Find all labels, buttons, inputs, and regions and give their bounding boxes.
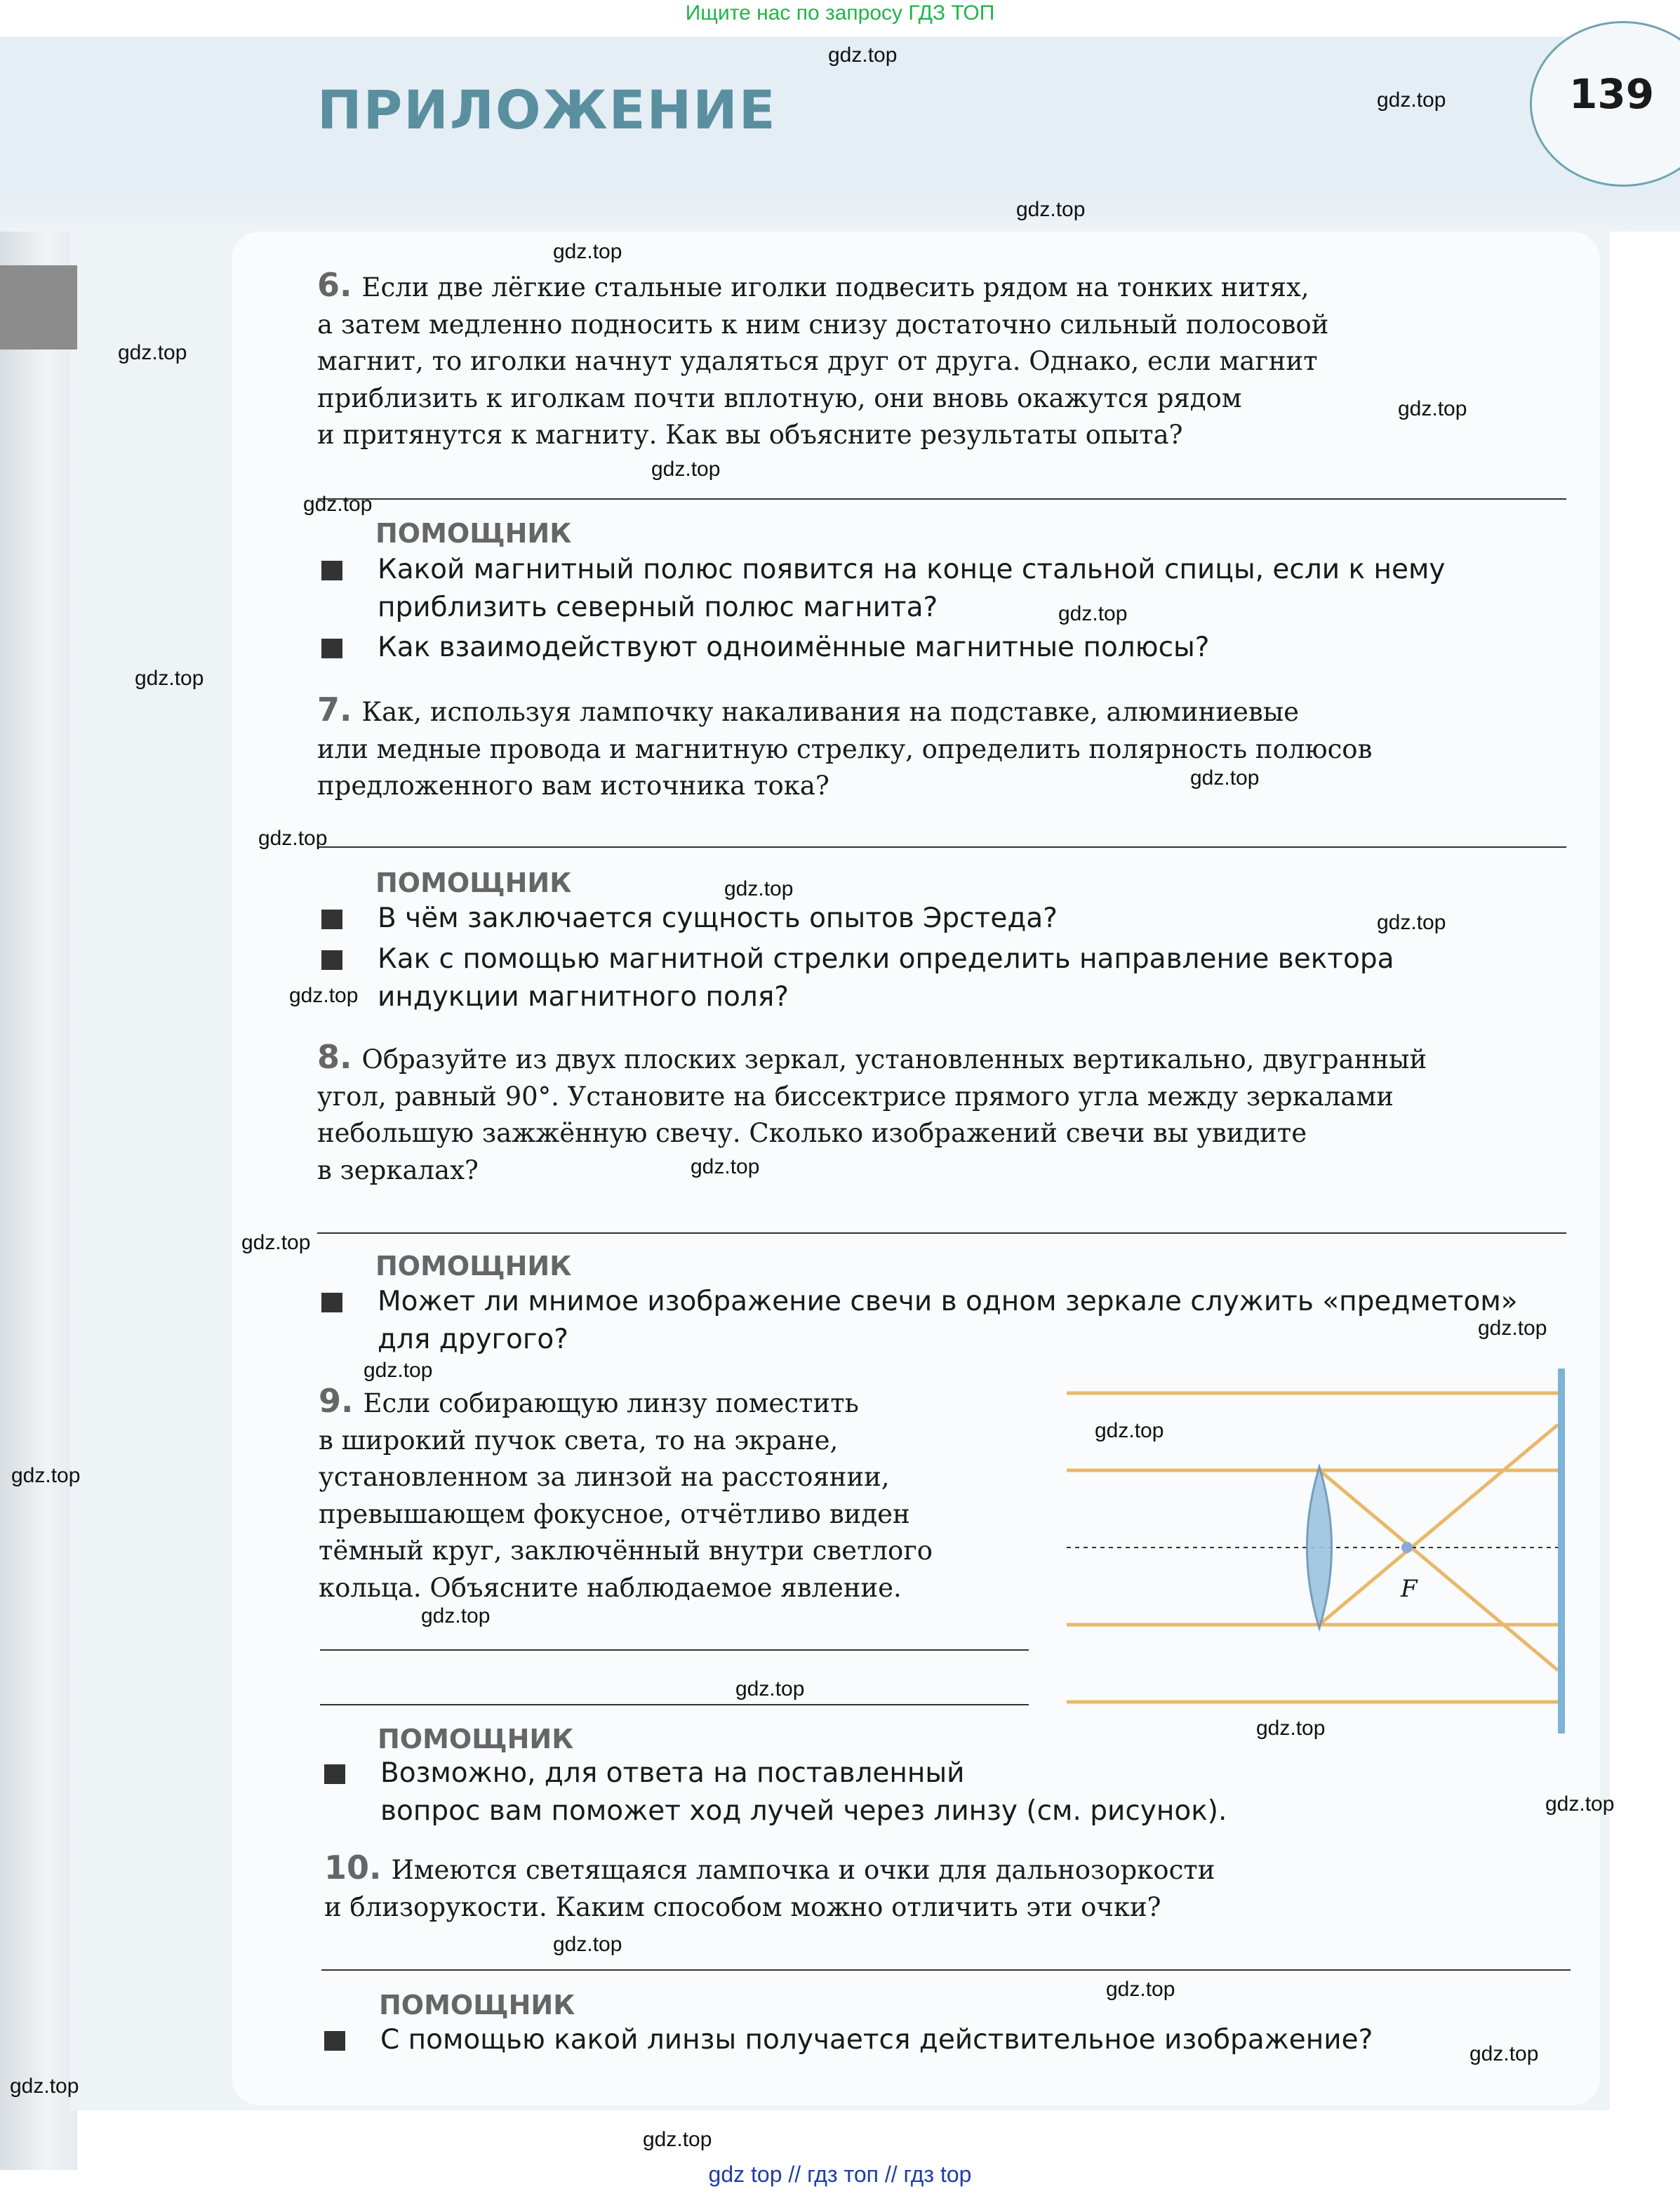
question-number: 9. (319, 1382, 354, 1420)
ray (1319, 1470, 1558, 1670)
page-number: 139 (1569, 70, 1655, 118)
watermark: gdz.top (258, 827, 328, 850)
question-7: 7. Как, используя лампочку накаливания на подставке, алюминиевые или медные провода и магнитную стрелку, определить полярность полюсов предложенного вам источника тока? (317, 691, 1373, 801)
watermark: gdz.top (1478, 1317, 1547, 1340)
helper-label: ПОМОЩНИК (375, 1251, 572, 1282)
watermark: gdz.top (553, 240, 622, 263)
margin-tab (0, 265, 77, 350)
question-6: 6. Если две лёгкие стальные иголки подвесить рядом на тонких нитях, а затем медленно подносить к ним снизу достаточно сильный полосовой магнит, то иголки начнут удаляться друг от друга. Однако, если магнит приблизить к иголкам почти вплотную, они вновь окажутся рядом и притянутся к магниту. Как вы объясните результаты опыта? (317, 266, 1329, 450)
watermark: gdz.top (364, 1359, 433, 1382)
watermark: gdz.top (10, 2075, 79, 2098)
watermark: gdz.top (724, 877, 794, 900)
answer-line[interactable] (317, 846, 1566, 848)
bottom-links[interactable]: gdz top // гдз топ // гдз top (708, 2162, 972, 2187)
watermark: gdz.top (1190, 766, 1260, 790)
watermark: gdz.top (421, 1604, 491, 1628)
watermark: gdz.top (735, 1677, 805, 1700)
watermark: gdz.top (1058, 602, 1128, 625)
bullet-square-icon (321, 561, 342, 580)
question-number: 8. (317, 1038, 352, 1076)
hint-item: Как взаимодействуют одноимённые магнитные полюсы? (321, 629, 1210, 667)
watermark: gdz.top (118, 341, 187, 364)
watermark: gdz.top (1545, 1792, 1615, 1816)
bullet-square-icon (321, 1293, 342, 1312)
watermark: gdz.top (1469, 2042, 1539, 2065)
watermark: gdz.top (289, 984, 359, 1007)
answer-line[interactable] (317, 1232, 1566, 1234)
header-band-fade (0, 189, 1680, 232)
helper-label: ПОМОЩНИК (379, 1990, 575, 2021)
question-number: 7. (317, 691, 352, 728)
bullet-square-icon (321, 639, 342, 658)
watermark: gdz.top (1256, 1717, 1326, 1740)
bullet-square-icon (321, 910, 342, 929)
hint-item: Какой магнитный полюс появится на конце стальной спицы, если к нему приблизить северный полюс магнита? (321, 551, 1445, 627)
watermark: gdz.top (651, 458, 721, 481)
lens (1307, 1467, 1332, 1628)
hint-item: Как с помощью магнитной стрелки определить направление вектора индукции магнитного поля? (321, 940, 1394, 1016)
answer-line[interactable] (317, 498, 1566, 500)
watermark: gdz.top (303, 493, 373, 516)
answer-line[interactable] (320, 1704, 1029, 1705)
watermark: gdz.top (553, 1933, 622, 1956)
question-9: 9. Если собирающую линзу поместить в широкий пучок света, то на экране, установленном за линзой на расстоянии, превышающем фокусное, отчётливо виден тёмный круг, заключённый внутри светлого кольца. Объясните наблюдаемое явление. (319, 1382, 933, 1603)
answer-line[interactable] (320, 1649, 1029, 1651)
watermark: gdz.top (691, 1155, 760, 1178)
book-spine (0, 36, 77, 2170)
watermark: gdz.top (1016, 198, 1086, 221)
ray (1319, 1425, 1558, 1625)
question-10: 10. Имеются светящаяся лампочка и очки для дальнозоркости и близорукости. Каким способом можно отличить эти очки? (324, 1849, 1215, 1922)
helper-label: ПОМОЩНИК (378, 1724, 574, 1755)
watermark: gdz.top (241, 1231, 311, 1254)
helper-label: ПОМОЩНИК (375, 867, 572, 898)
question-8: 8. Образуйте из двух плоских зеркал, установленных вертикально, двугранный угол, равный 90°. Установите на биссектрисе прямого угла между зеркалами небольшую зажжённую свечу. Сколько изображений свечи вы увидите в зеркалах? (317, 1038, 1427, 1185)
bullet-square-icon (321, 950, 342, 970)
watermark: gdz.top (828, 44, 898, 67)
answer-line[interactable] (321, 1969, 1571, 1971)
watermark: gdz.top (1377, 911, 1446, 934)
watermark: gdz.top (1095, 1419, 1164, 1442)
watermark: gdz.top (1398, 397, 1467, 420)
watermark: gdz.top (135, 667, 204, 690)
hint-item: В чём заключается сущность опытов Эрстеда? (321, 900, 1058, 938)
hint-item: Возможно, для ответа на поставленный вопрос вам поможет ход лучей через линзу (см. рисунок). (324, 1755, 1227, 1830)
top-banner[interactable]: Ищите нас по запросу ГДЗ ТОП (685, 1, 995, 25)
screen (1558, 1369, 1565, 1733)
bullet-square-icon (324, 2031, 345, 2051)
watermark: gdz.top (1377, 88, 1446, 112)
hint-item: С помощью какой линзы получается действительное изображение? (324, 2021, 1373, 2059)
question-number: 6. (317, 266, 352, 304)
bullet-square-icon (324, 1764, 345, 1784)
focus-label: F (1401, 1575, 1418, 1603)
watermark: gdz.top (643, 2128, 712, 2151)
helper-label: ПОМОЩНИК (375, 518, 572, 549)
question-number: 10. (324, 1849, 382, 1886)
lens-ray-diagram (1067, 1362, 1572, 1741)
page-title: ПРИЛОЖЕНИЕ (317, 79, 777, 141)
focus-point (1401, 1542, 1413, 1553)
watermark: gdz.top (11, 1464, 81, 1487)
hint-item: Может ли мнимое изображение свечи в одном зеркале служить «предметом» для другого? (321, 1283, 1518, 1359)
watermark: gdz.top (1106, 1978, 1175, 2001)
